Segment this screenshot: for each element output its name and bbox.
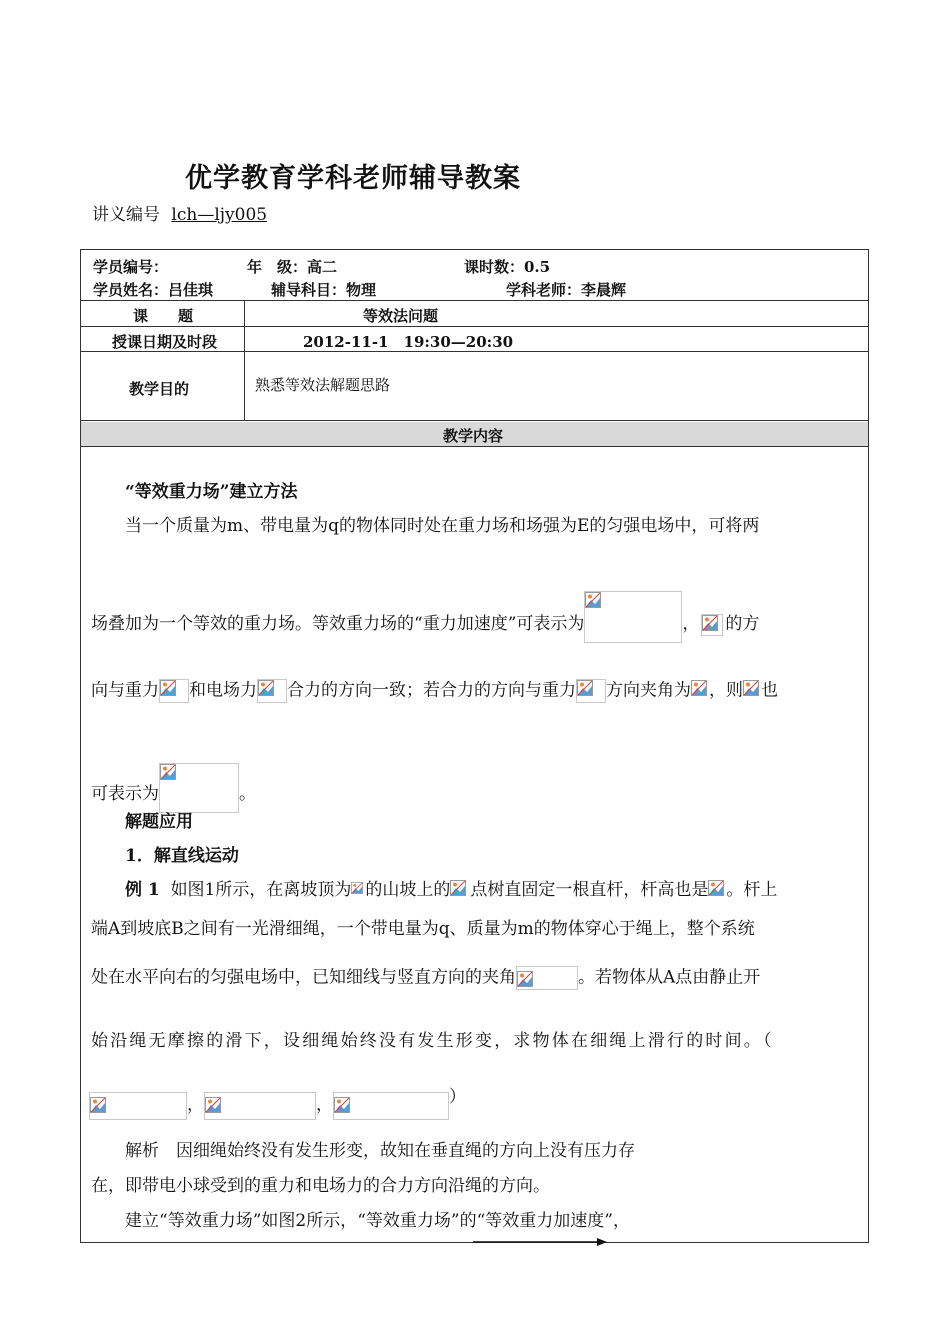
purpose-value: 熟悉等效法解题思路 [255, 376, 391, 394]
image-placeholder-icon [577, 680, 593, 696]
text-run: 和电场力 [189, 680, 257, 701]
topic-value: 等效法问题 [363, 307, 439, 325]
handout-label: 讲义编号 [92, 205, 160, 225]
row-divider [81, 326, 868, 327]
student-name: 学员姓名：吕佳琪 [93, 281, 214, 299]
image-placeholder-icon [334, 1097, 350, 1113]
formula-image [701, 614, 723, 636]
text-run: 。 [239, 784, 256, 804]
image-placeholder-icon [743, 680, 759, 696]
paragraph-line: 端A到坡底B之间有一光滑细绳，一个带电量为q、质量为m的物体穿心于绳上，整个系统 [91, 919, 755, 939]
row-divider [81, 300, 868, 301]
paragraph-line: 始沿绳无摩擦的滑下，设细绳始终没有发生形变，求物体在细绳上滑行的时间。（ [91, 1031, 774, 1051]
paragraph-line [91, 763, 256, 813]
text-run: ， [187, 1095, 204, 1115]
example-label: 例 1 [125, 880, 160, 900]
image-placeholder-icon [517, 971, 533, 987]
section-heading: 1．解直线运动 [125, 846, 239, 866]
formula-image [450, 880, 470, 902]
row-divider [81, 351, 868, 352]
formula-image [333, 1092, 449, 1120]
paragraph-line [91, 966, 760, 990]
text-run: 。若物体从A点由静止开 [578, 967, 761, 988]
handout-number [92, 200, 307, 225]
image-placeholder-icon [450, 880, 466, 896]
image-placeholder-icon [691, 680, 707, 696]
handout-code: lch—ljy005 [171, 205, 268, 225]
formula-image [576, 679, 606, 703]
image-placeholder-icon [258, 680, 274, 696]
formula-image [516, 966, 578, 990]
lesson-table [80, 249, 869, 1243]
image-placeholder-icon [160, 680, 176, 696]
column-divider [244, 300, 245, 420]
text-run: 也 [761, 680, 778, 701]
paragraph-line: 在，即带电小球受到的重力和电场力的合力方向沿绳的方向。 [91, 1176, 550, 1196]
formula-image [584, 591, 682, 643]
text-run: 点树直固定一根直杆，杆高也是 [470, 880, 709, 900]
image-placeholder-icon [205, 1097, 221, 1113]
topic-label: 课 题 [133, 307, 194, 325]
paragraph-line: 建立“等效重力场”如图2所示，“等效重力场”的“等效重力加速度”， [125, 1211, 630, 1231]
formula-image [691, 680, 709, 702]
text-run: 如图1所示，在离坡顶为 [170, 880, 352, 900]
subject: 辅导科目：物理 [271, 281, 377, 299]
student-id-label: 学员编号： [93, 258, 169, 276]
paragraph-line [125, 879, 777, 902]
section-heading: 解题应用 [125, 812, 193, 832]
formula-image [89, 1092, 187, 1120]
image-placeholder-icon [351, 880, 363, 896]
section-heading: “等效重力场”建立方法 [125, 482, 298, 502]
formula-image [743, 680, 761, 702]
row-divider [81, 420, 868, 421]
image-placeholder-icon [160, 764, 176, 780]
text-run: 方向夹角为 [606, 680, 691, 701]
text-run: 的山坡上的 [365, 880, 451, 900]
text-run: 。杆上 [726, 880, 778, 900]
paragraph-line [89, 1086, 466, 1120]
text-run: 合力的方向一致；若合力的方向与重力 [287, 680, 576, 701]
text-run: 的方 [725, 614, 760, 634]
image-placeholder-icon [708, 880, 724, 896]
text-run: ） [449, 1087, 466, 1107]
paragraph-line: 当一个质量为m、带电量为q的物体同时处在重力场和场强为E的匀强电场中，可将两 [125, 516, 760, 536]
hours-label: 课时数：0.5 [464, 258, 551, 276]
text-run: ，则 [709, 680, 743, 701]
formula-image [204, 1092, 316, 1120]
formula-image [351, 880, 365, 902]
text-run: ， [682, 614, 700, 634]
date-label: 授课日期及时段 [112, 333, 218, 351]
page-title: 优学教育学科老师辅导教案 [185, 163, 521, 194]
text-run: 向与重力 [91, 680, 159, 701]
paragraph-line: 解析 因细绳始终没有发生形变，故知在垂直绳的方向上没有压力存 [125, 1141, 635, 1161]
formula-image [159, 679, 189, 703]
arrow-icon [471, 1236, 611, 1248]
image-placeholder-icon [702, 615, 718, 631]
date-value: 2012-11-1 19:30—20:30 [303, 333, 514, 351]
content-label: 教学内容 [443, 427, 504, 445]
purpose-label: 教学目的 [129, 380, 190, 398]
paragraph-line [91, 591, 759, 643]
text-run: 处在水平向右的匀强电场中，已知细线与竖直方向的夹角 [91, 967, 516, 988]
formula-image [257, 679, 287, 703]
formula-image [708, 880, 726, 902]
image-placeholder-icon [585, 592, 601, 608]
teacher: 学科老师：李晨辉 [506, 281, 627, 299]
text-run: 场叠加为一个等效的重力场。等效重力场的“重力加速度”可表示为 [91, 614, 585, 634]
formula-image [159, 763, 239, 813]
paragraph-line [91, 679, 778, 703]
text-run: ， [316, 1095, 333, 1115]
text-run: 可表示为 [91, 784, 159, 804]
grade-label: 年 级：高二 [247, 258, 338, 276]
row-divider [81, 446, 868, 447]
image-placeholder-icon [90, 1097, 106, 1113]
